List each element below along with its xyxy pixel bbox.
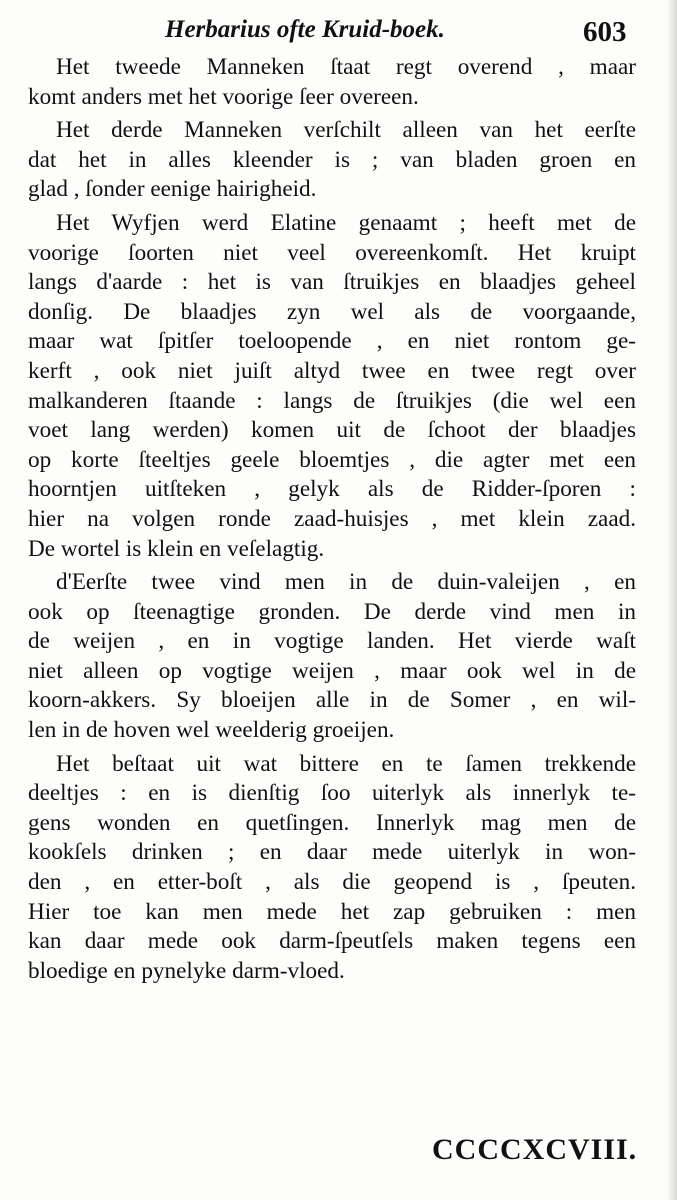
text-line: kan daar mede ook darm-ſpeutſels maken tegens een [28,928,636,955]
text-line: ook op ſteenagtige gronden. De derde vind men in [28,598,636,625]
text-line: Het tweede Manneken ſtaat regt overend , maar [56,54,636,80]
paragraph [28,116,636,205]
text-line: hoorntjen uitſteken , gelyk als de Ridder-ſporen : [28,476,636,503]
body-text [28,53,636,990]
text-line: langs d'aarde : het is van ſtruikjes en blaadjes geheel [28,269,636,296]
text-line: niet alleen op vogtige weijen , maar ook wel in de [28,657,636,684]
text-line: komt anders met het voorige ſeer overeen. [28,83,419,110]
text-line: op korte ſteeltjes geele bloemtjes , die agter met een [28,446,636,473]
paragraph [28,209,636,564]
text-line: malkanderen ſtaande : langs de ſtruikjes (die wel een [28,387,636,414]
text-line: den , en etter-boſt , als die geopend is , ſpeuten. [28,869,636,896]
text-line: de weijen , en in vogtige landen. Het vierde waſt [28,628,636,655]
text-line: gens wonden en quetſingen. Innerlyk mag men de [28,809,636,836]
text-line: len in de hoven wel weelderig groeijen. [28,717,395,744]
text-line: hier na volgen ronde zaad-huisjes , met klein zaad. [28,505,636,532]
text-line: De wortel is klein en veſelagtig. [28,535,325,562]
text-line: Het Wyfjen werd Elatine genaamt ; heeft met de [56,209,636,236]
page-number: 603 [583,16,627,48]
page-header [0,10,677,58]
text-line: voorige ſoorten niet veel overeenkomſt. Het kruipt [28,239,636,266]
text-line: koorn-akkers. Sy bloeijen alle in de Somer , en wil- [28,687,636,714]
page-edge-shadow [667,0,677,1200]
text-line: deeltjes : en is dienſtig ſoo uiterlyk als innerlyk te- [28,780,636,807]
text-line: voet lang werden) komen uit de ſchoot der blaadjes [28,417,636,444]
text-line: d'Eerſte twee vind men in de duin-valeijen , en [56,569,636,596]
running-title: Herbarius ofte Kruid-boek. [165,16,445,43]
text-line: glad , ſonder eenige hairigheid. [28,176,317,203]
signature-mark: CCCCXCVIII. [432,1133,638,1166]
text-line: bloedige en pynelyke darm-vloed. [28,957,345,984]
text-line: Het derde Manneken verſchilt alleen van het eerſte [56,117,636,144]
text-line: Hier toe kan men mede het zap gebruiken : men [28,898,636,925]
paragraph [28,750,636,987]
text-line: dat het in alles kleender is ; van bladen groen en [28,146,636,173]
text-line: kerft , ook niet juiſt altyd twee en twee regt over [28,357,636,384]
text-line: kookſels drinken ; en daar mede uiterlyk in won- [28,839,636,866]
paragraph [28,53,636,112]
text-line: maar wat ſpitſer toeloopende , en niet rontom ge- [28,328,636,355]
text-line: Het beſtaat uit wat bittere en te ſamen trekkende [56,750,636,777]
text-line: donſig. De blaadjes zyn wel als de voorgaande, [28,298,636,325]
paragraph [28,568,636,746]
